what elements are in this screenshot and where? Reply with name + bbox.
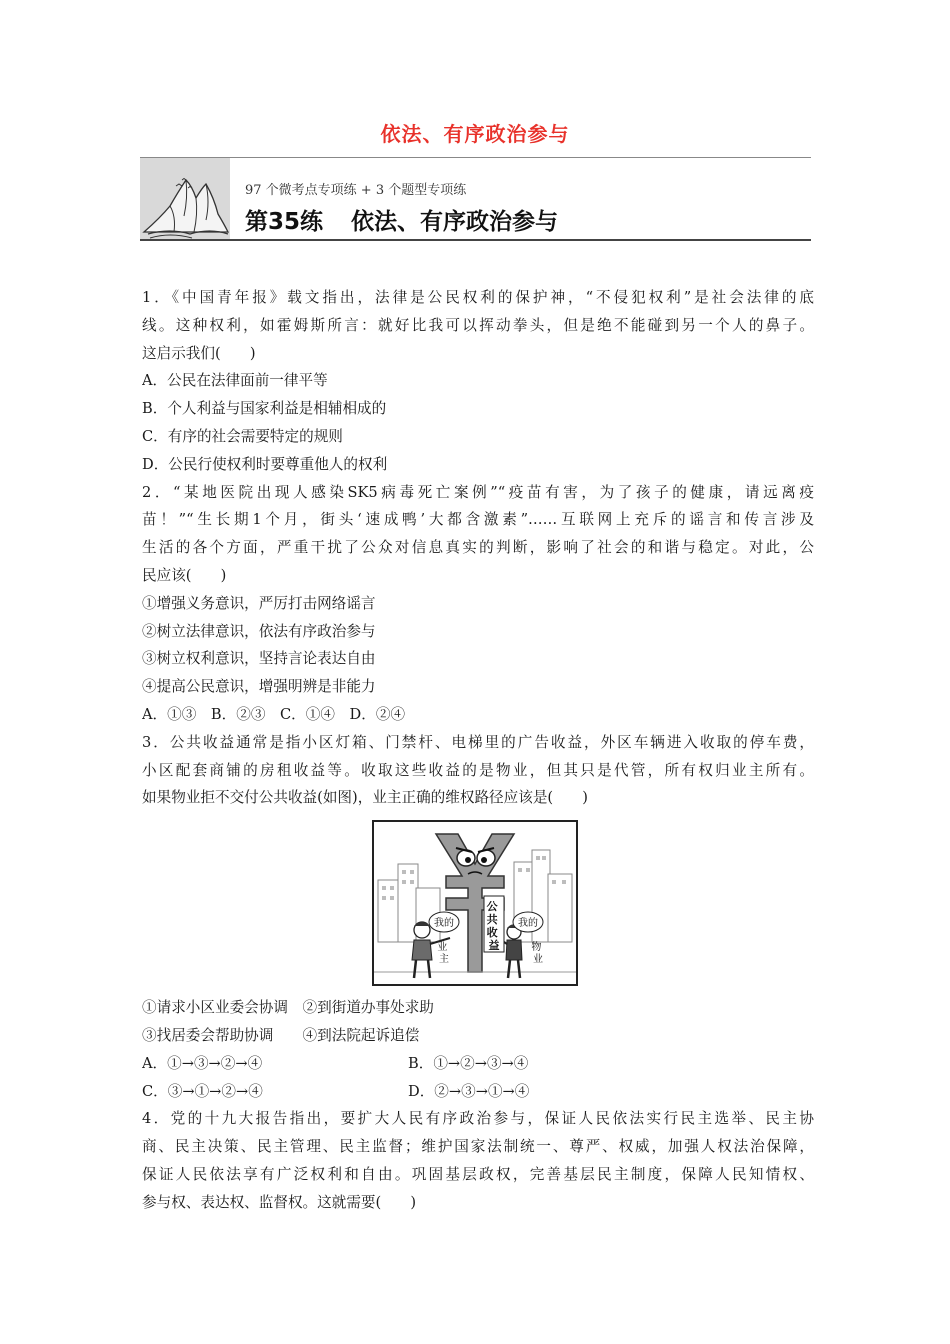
lesson-heading — [245, 203, 558, 236]
lesson-title: 依法、有序政治参与 — [351, 209, 559, 235]
q4-stem-line: 保证人民依法享有广泛权利和自由。巩固基层政权，完善基层民主制度，保障人民知情权、 — [142, 1165, 814, 1183]
q2-stem-line: 民应该( ) — [142, 566, 227, 584]
q3-options-row-1 — [142, 1050, 814, 1078]
q3-options-row-2 — [142, 1078, 814, 1106]
q3-statements-row-1: ①请求小区业委会协调 ②到街道办事处求助 — [142, 999, 434, 1017]
q3-statements-row-2: ③找居委会帮助协调 ④到法院起诉追偿 — [142, 1026, 420, 1044]
q2-statement-3: ③树立权利意识，坚持言论表达自由 — [142, 650, 376, 668]
q3-stem-line: 小区配套商铺的房租收益等。收取这些收益的是物业，但其只是代管，所有权归业主所有。 — [142, 761, 814, 779]
q4-stem-line: 商、民主决策、民主管理、民主监督；维护国家法制统一、尊严、权威，加强人权法治保障， — [142, 1138, 814, 1156]
q2-stem-line: 苗！”“生长期1个月，街头‘速成鸭’大都含激素”……互联网上充斥的谣言和传言涉及 — [142, 511, 814, 529]
chapter-banner — [140, 157, 811, 241]
q2-stem-line: 生活的各个方面，严重干扰了公众对信息真实的判断，影响了社会的和谐与稳定。对此，公 — [142, 539, 814, 557]
banner-subtitle: 97 个微考点专项练 + 3 个题型专项练 — [245, 183, 467, 198]
q1-option-a: A．公民在法律面前一律平等 — [142, 372, 328, 390]
q1-stem-line: 线。这种权利，如霍姆斯所言：就好比我可以挥动拳头，但是绝不能碰到另一个人的鼻子。 — [142, 316, 814, 334]
owner-label: 业 主 — [437, 942, 449, 966]
q1-option-c: C．有序的社会需要特定的规则 — [142, 427, 343, 445]
property-label: 物 业 — [531, 942, 543, 966]
q3-stem-line: 3．公共收益通常是指小区灯箱、门禁杆、电梯里的广告收益，外区车辆进入收取的停车费， — [142, 733, 814, 751]
q3-option-c: C．③→①→②→④ — [142, 1082, 263, 1100]
q2-statement-2: ②树立法律意识，依法有序政治参与 — [142, 622, 376, 640]
q3-cartoon-figure — [372, 820, 578, 986]
public-income-sign: 公 共 收 益 — [486, 900, 500, 953]
q2-statement-1: ①增强义务意识，严厉打击网络谣言 — [142, 594, 376, 612]
lesson-number: 第35练 — [245, 209, 324, 235]
q4-stem-line: 参与权、表达权、监督权。这就需要( ) — [142, 1193, 417, 1211]
page-title: 依法、有序政治参与 — [380, 122, 570, 146]
q3-option-a: A．①→③→②→④ — [142, 1054, 263, 1072]
q1-option-d: D．公民行使权利时要尊重他人的权利 — [142, 455, 388, 473]
cartoon-illustration — [374, 822, 576, 984]
q3-option-b: B．①→②→③→④ — [408, 1054, 529, 1072]
banner-top-rule — [140, 157, 811, 158]
q3-stem-line: 如果物业拒不交付公共收益(如图)，业主正确的维权路径应该是( ) — [142, 789, 588, 807]
q2-statement-4: ④提高公民意识，增强明辨是非能力 — [142, 678, 376, 696]
bubble-right-text: 我的 — [518, 918, 538, 930]
q1-stem-line: 1．《中国青年报》载文指出，法律是公民权利的保护神，“不侵犯权利”是社会法律的底 — [142, 289, 814, 306]
q2-stem-line: 2．“某地医院出现人感染SK5病毒死亡案例”“疫苗有害，为了孩子的健康，请远离疫 — [142, 483, 814, 501]
bubble-left-text: 我的 — [434, 918, 454, 930]
q2-options: A．①③ B．②③ C．①④ D．②④ — [142, 705, 406, 723]
q3-option-d: D．②→③→①→④ — [408, 1082, 530, 1100]
banner-bottom-rule — [140, 239, 811, 241]
mountain-landscape-icon — [140, 158, 230, 239]
q1-option-b: B．个人利益与国家利益是相辅相成的 — [142, 400, 387, 418]
q1-stem-line: 这启示我们( ) — [142, 344, 256, 362]
q4-stem-line: 4．党的十九大报告指出，要扩大人民有序政治参与，保证人民依法实行民主选举、民主协 — [142, 1110, 814, 1128]
question-list — [142, 284, 814, 1217]
